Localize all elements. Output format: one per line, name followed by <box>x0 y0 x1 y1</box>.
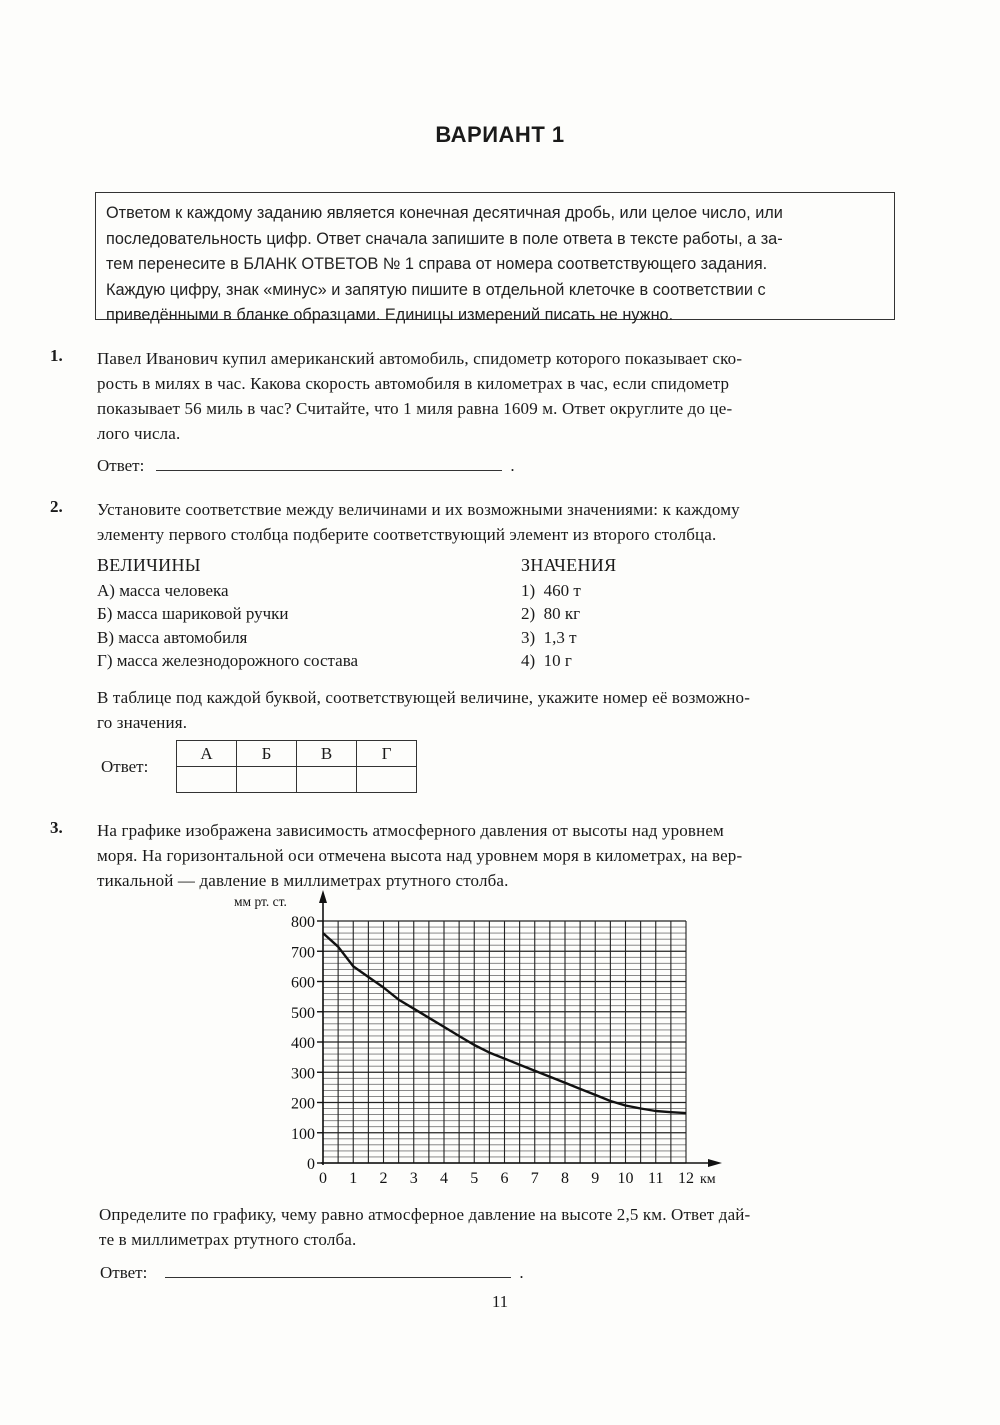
svg-text:200: 200 <box>291 1095 315 1113</box>
task-line: рость в милях в час. Какова скорость автомобиля в километрах в час, если спидометр <box>97 374 730 393</box>
svg-text:4: 4 <box>440 1170 448 1187</box>
instructions-line: тем перенесите в БЛАНК ОТВЕТОВ № 1 справа от номера соответствующего задания. <box>106 255 768 274</box>
answer-label: Ответ: <box>100 1263 148 1282</box>
value-item: 3) 1,3 т <box>521 627 577 647</box>
quantity-item: Б) масса шариковой ручки <box>97 604 289 623</box>
task-number: 3. <box>50 818 63 837</box>
svg-text:500: 500 <box>291 1004 315 1022</box>
task-line: лого числа. <box>97 424 181 443</box>
value-item: 2) 80 кг <box>521 604 581 623</box>
svg-text:11: 11 <box>648 1170 664 1187</box>
svg-text:3: 3 <box>409 1170 418 1187</box>
task-line: показывает 56 миль в час? Считайте, что 1 миля равна 1609 м. Ответ округлите до це- <box>97 399 733 418</box>
quantity-item: Г) масса железнодорожного состава <box>97 651 359 670</box>
answer-table-header: А <box>177 741 237 767</box>
task-line: элементу первого столбца подберите соответствующий элемент из второго столбца. <box>97 525 717 544</box>
quantities-header: ВЕЛИЧИНЫ <box>97 555 201 575</box>
chart-tick-labels <box>234 894 716 1187</box>
page-title: ВАРИАНТ 1 <box>435 122 565 147</box>
instructions-line: Ответом к каждому заданию является конечная десятичная дробь, или целое число, или <box>106 204 783 222</box>
svg-text:км: км <box>700 1172 716 1187</box>
answer-period: . <box>510 456 515 475</box>
quantity-item: В) масса автомобиля <box>97 627 248 647</box>
task-line: го значения. <box>97 713 188 732</box>
answer-table-header: Б <box>237 741 297 767</box>
task-line: В таблице под каждой буквой, соответствующей величине, укажите номер её возможно- <box>97 688 751 707</box>
svg-text:400: 400 <box>291 1035 315 1052</box>
svg-text:10: 10 <box>617 1170 634 1187</box>
answer-label: Ответ: <box>97 456 145 475</box>
svg-text:300: 300 <box>291 1065 315 1083</box>
value-item: 1) 460 т <box>521 580 581 600</box>
answer-label: Ответ: <box>101 757 149 776</box>
answer-table-header: Г <box>357 741 417 767</box>
svg-text:5: 5 <box>470 1170 479 1187</box>
instructions-line: приведёнными в бланке образцами. Единицы измерений писать не нужно. <box>106 306 674 325</box>
svg-text:7: 7 <box>530 1170 539 1187</box>
page-number: 11 <box>491 1292 509 1311</box>
instructions-line: Каждую цифру, знак «минус» и запятую пишите в отдельной клеточке в соответствии с <box>106 280 766 299</box>
svg-text:0: 0 <box>307 1156 315 1173</box>
svg-text:600: 600 <box>291 974 315 992</box>
answer-row <box>100 1263 524 1283</box>
values-header: ЗНАЧЕНИЯ <box>521 555 617 575</box>
task-line: моря. На горизонтальной оси отмечена высота над уровнем моря в километрах, на вер- <box>97 846 743 865</box>
svg-text:2: 2 <box>379 1170 388 1187</box>
svg-text:8: 8 <box>561 1170 569 1187</box>
task-line: Определите по графику, чему равно атмосферное давление на высоте 2,5 км. Ответ дай- <box>99 1205 751 1224</box>
task-number: 1. <box>50 346 63 365</box>
svg-text:9: 9 <box>591 1170 600 1187</box>
answer-field[interactable] <box>165 1263 511 1278</box>
answer-table-header: В <box>297 741 357 767</box>
svg-text:мм рт. ст.: мм рт. ст. <box>234 894 287 909</box>
svg-text:12: 12 <box>678 1170 694 1187</box>
task-line: тикальной — давление в миллиметрах ртутного столба. <box>97 871 509 890</box>
svg-text:6: 6 <box>500 1170 509 1187</box>
svg-text:700: 700 <box>291 944 315 962</box>
chart-grid <box>323 921 686 1163</box>
task-line: На графике изображена зависимость атмосферного давления от высоты над уровнем <box>97 821 724 840</box>
task-line: Павел Иванович купил американский автомобиль, спидометр которого показывает ско- <box>97 349 743 368</box>
value-item: 4) 10 г <box>521 651 572 670</box>
task-line: те в миллиметрах ртутного столба. <box>99 1230 357 1249</box>
task-number: 2. <box>50 497 63 516</box>
svg-text:0: 0 <box>319 1170 327 1187</box>
svg-text:800: 800 <box>291 914 315 931</box>
task-line: Установите соответствие между величинами и их возможными значениями: к каждому <box>97 500 740 519</box>
question-text <box>99 1202 917 1252</box>
answer-period: . <box>519 1263 524 1282</box>
svg-text:1: 1 <box>349 1170 358 1187</box>
instructions-line: последовательность цифр. Ответ сначала запишите в поле ответа в тексте работы, а за- <box>106 229 783 248</box>
svg-text:100: 100 <box>291 1125 315 1143</box>
quantity-item: А) масса человека <box>97 580 229 600</box>
